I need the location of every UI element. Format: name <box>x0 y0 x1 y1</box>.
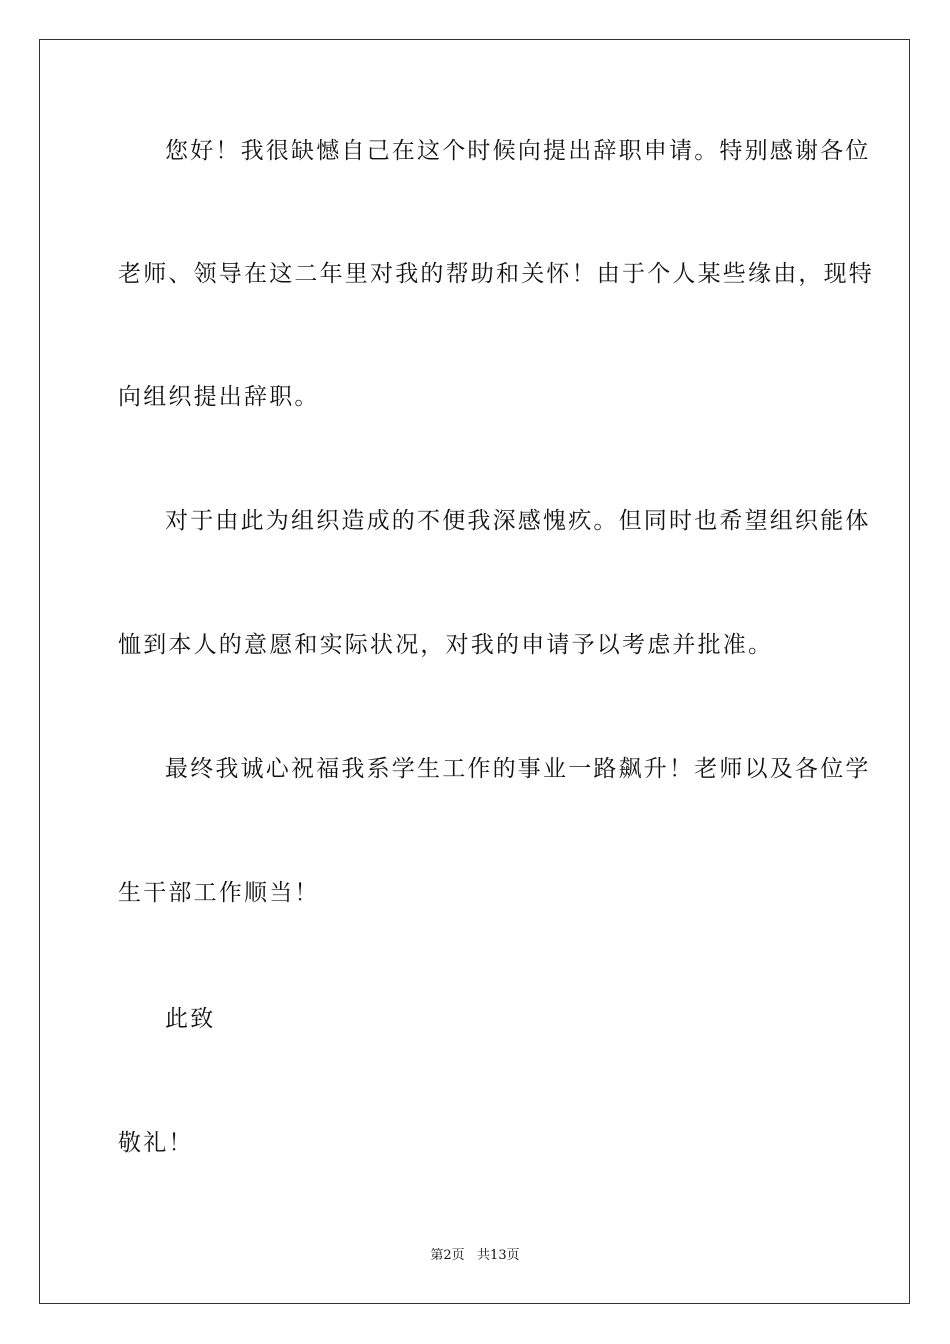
body-line-4: 对于由此为组织造成的不便我深感愧疚。但同时也希望组织能体 <box>165 508 871 534</box>
body-line-3: 向组织提出辞职。 <box>118 384 320 410</box>
body-line-2: 老师、领导在这二年里对我的帮助和关怀！由于个人某些缘由，现特 <box>118 261 874 287</box>
body-line-7: 生干部工作顺当！ <box>118 880 320 906</box>
closing-salutation: 此致 <box>165 1006 216 1032</box>
closing-regards: 敬礼！ <box>118 1130 194 1156</box>
page-frame <box>39 39 910 1304</box>
body-line-6: 最终我诚心祝福我系学生工作的事业一路飙升！老师以及各位学 <box>165 756 871 782</box>
body-line-1: 您好！我很缺憾自己在这个时候向提出辞职申请。特别感谢各位 <box>165 138 871 164</box>
body-line-5: 恤到本人的意愿和实际状况，对我的申请予以考虑并批准。 <box>118 632 774 658</box>
page-number-footer: 第2页 共13页 <box>430 1248 520 1263</box>
